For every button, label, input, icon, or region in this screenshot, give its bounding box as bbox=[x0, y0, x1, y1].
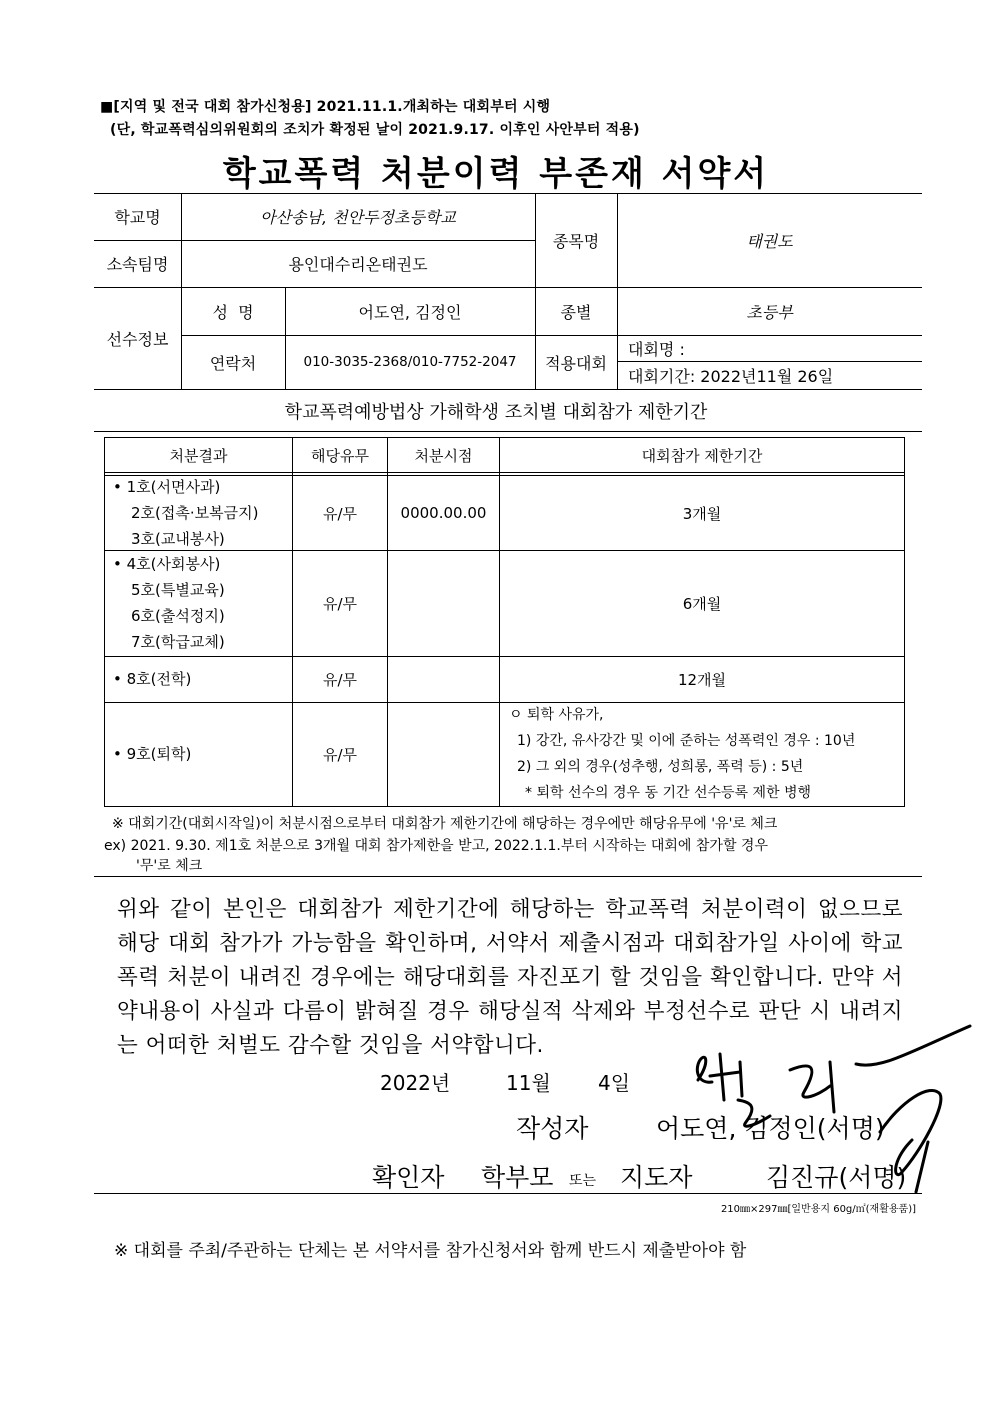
team-label: 소속팀명 bbox=[106, 255, 169, 274]
applied-competition-label: 적용대회 bbox=[545, 353, 607, 373]
period-line: * 퇴학 선수의 경우 동 기간 선수등록 제한 병행 bbox=[525, 785, 812, 801]
document-title: 학교폭력 처분이력 부존재 서약서 bbox=[222, 154, 770, 194]
note-line-2: ex) 2021. 9.30. 제1호 처분으로 3개월 대회 참가제한을 받고, 2022.1.1.부터 시작하는 대회에 참가할 경우 bbox=[104, 838, 768, 854]
player-info-label: 선수정보 bbox=[106, 329, 169, 349]
period-line: ㅇ 퇴학 사유가, bbox=[509, 707, 604, 723]
notice-line-1: ■[지역 및 전국 대회 참가신청용] 2021.11.1.개최하는 대회부터 시행 bbox=[100, 99, 551, 115]
writer-label: 작성자 bbox=[516, 1114, 589, 1143]
table-row bbox=[113, 741, 191, 767]
divider bbox=[105, 472, 904, 473]
date-year: 2022년 bbox=[380, 1071, 451, 1095]
handwritten-signature bbox=[680, 1022, 980, 1202]
name-value: 어도연, 김정인 bbox=[358, 302, 462, 322]
disposition-date bbox=[388, 551, 499, 656]
disposition-item: 7호(학급교체) bbox=[131, 633, 225, 651]
event-label: 종목명 bbox=[552, 231, 600, 251]
applicable-value: 유/무 bbox=[322, 671, 358, 689]
notice-line-2: (단, 학교폭력심의위원회의 조치가 확정된 날이 2021.9.17. 이후인 사안부터 적용) bbox=[110, 122, 640, 138]
competition-period: 대회기간: 2022년11월 26일 bbox=[628, 367, 834, 386]
restriction-period bbox=[509, 702, 855, 806]
division-value: 초등부 bbox=[746, 302, 793, 322]
disposition-item: • 1호(서면사과) bbox=[113, 478, 221, 496]
applicable-value: 유/무 bbox=[322, 504, 358, 523]
disposition-item: • 8호(전학) bbox=[113, 670, 192, 688]
applicable-value: 유/무 bbox=[322, 595, 358, 613]
confirmer-value: 김진규(서명) bbox=[766, 1163, 907, 1192]
period-line: 1) 강간, 유사강간 및 이에 준하는 성폭력인 경우 : 10년 bbox=[517, 733, 856, 749]
restriction-period: 12개월 bbox=[677, 671, 727, 689]
disposition-item: 3호(교내봉사) bbox=[131, 530, 225, 548]
name-label: 성 명 bbox=[212, 302, 254, 322]
table-row bbox=[113, 666, 191, 692]
disposition-date bbox=[388, 657, 499, 702]
submission-footnote: ※ 대회를 주최/주관하는 단체는 본 서약서를 참가신청서와 함께 반드시 제출받아야 함 bbox=[114, 1241, 747, 1261]
coach-label: 지도자 bbox=[620, 1163, 693, 1192]
school-value: 아산송남, 천안두정초등학교 bbox=[260, 208, 456, 227]
table-row bbox=[113, 474, 258, 552]
note-line-1: ※ 대회기간(대회시작일)이 처분시점으로부터 대회참가 제한기간에 해당하는 경우에만 해당유무에 '유'로 체크 bbox=[112, 816, 778, 832]
team-value: 용인대수리온태권도 bbox=[288, 255, 428, 274]
pledge-text: 위와 같이 본인은 대회참가 제한기간에 해당하는 학교폭력 처분이력이 없으므로 해당 대회 참가가 가능함을 확인하며, 서약서 제출시점과 대회참가일 사이에 학교폭력 처분이 내려진 경우에는 해당대회를 자진포기 할 것임을 확인합니다. 만약 서약내용이 사실과 다름이 밝혀질 경우 해당실적 삭제와 부정선수로 판단 시 내려지는 어떠한 처벌도 감수할 것임을 서약합니다. bbox=[117, 897, 903, 1058]
date-month: 11월 bbox=[506, 1071, 551, 1095]
restriction-table bbox=[104, 437, 905, 807]
date-day: 4일 bbox=[598, 1071, 631, 1095]
contact-label: 연락처 bbox=[209, 353, 257, 373]
disposition-date: 0000.00.00 bbox=[400, 504, 487, 522]
restriction-period: 6개월 bbox=[682, 595, 722, 613]
school-label: 학교명 bbox=[114, 208, 161, 227]
competition-name: 대회명 : bbox=[628, 339, 685, 359]
disposition-item: 6호(출석정지) bbox=[131, 607, 225, 625]
confirmer-label: 확인자 bbox=[372, 1163, 445, 1192]
table-row bbox=[113, 551, 225, 655]
disposition-item: 2호(접촉·보복금지) bbox=[131, 504, 259, 522]
divider bbox=[94, 876, 922, 877]
event-value: 태권도 bbox=[746, 231, 793, 251]
restriction-title: 학교폭력예방법상 가해학생 조치별 대회참가 제한기간 bbox=[284, 402, 708, 423]
divider bbox=[94, 389, 922, 390]
writer-value: 어도연, 김정인(서명) bbox=[656, 1114, 885, 1143]
disposition-date bbox=[388, 703, 499, 806]
restriction-period: 3개월 bbox=[682, 504, 722, 523]
disposition-item: • 9호(퇴학) bbox=[113, 745, 192, 763]
column-header: 해당유무 bbox=[311, 446, 369, 465]
note-line-3: '무'로 체크 bbox=[136, 858, 203, 874]
column-header: 처분시점 bbox=[414, 446, 473, 465]
contact-value: 010-3035-2368/010-7752-2047 bbox=[303, 354, 517, 370]
disposition-item: 5호(특별교육) bbox=[131, 581, 225, 599]
disposition-item: • 4호(사회봉사) bbox=[113, 555, 221, 573]
column-header: 대회참가 제한기간 bbox=[641, 446, 763, 465]
paper-spec: 210㎜×297㎜[일반용지 60g/㎡(재활용품)] bbox=[720, 1204, 916, 1215]
division-label: 종별 bbox=[560, 302, 592, 322]
period-line: 2) 그 외의 경우(성추행, 성희롱, 폭력 등) : 5년 bbox=[517, 759, 804, 775]
or-label: 또는 bbox=[569, 1173, 597, 1189]
applicable-value: 유/무 bbox=[322, 746, 358, 764]
parent-label: 학부모 bbox=[481, 1163, 554, 1192]
divider bbox=[94, 1193, 922, 1194]
divider bbox=[94, 431, 922, 432]
column-header: 처분결과 bbox=[169, 446, 228, 465]
